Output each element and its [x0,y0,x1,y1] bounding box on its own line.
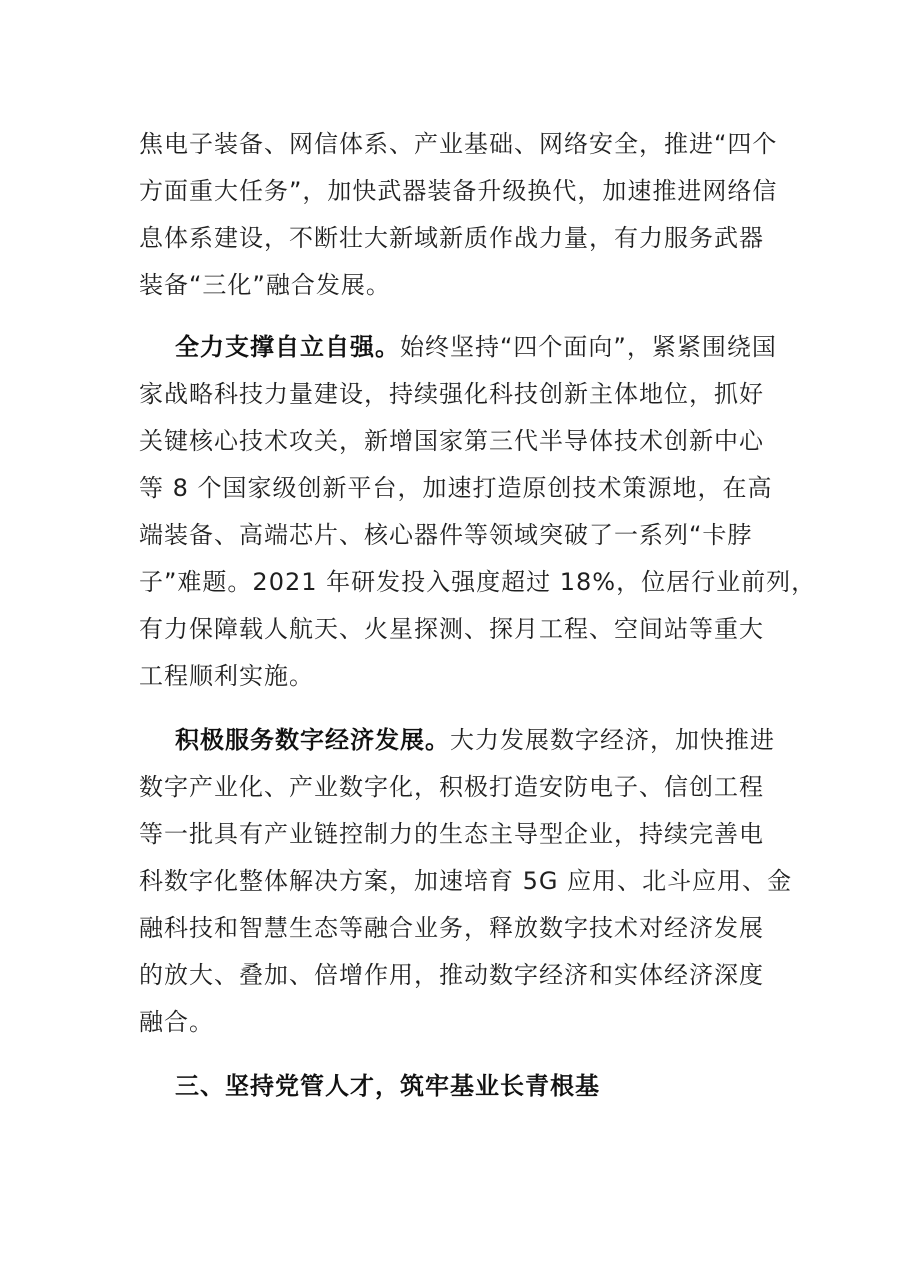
paragraph-line: 方面重大任务”，加快武器装备升级换代，加速推进网络信 [139,177,778,205]
paragraph-lead: 积极服务数字经济发展。 [175,726,450,754]
paragraph-line: 息体系建设，不断壮大新域新质作战力量，有力服务武器 [139,224,764,252]
paragraph-line: 等 8 个国家级创新平台，加速打造原创技术策源地，在高 [139,474,773,502]
paragraph-line: 融科技和智慧生态等融合业务，释放数字技术对经济发展 [139,914,764,942]
paragraph-line: 融合。 [139,1008,214,1036]
paragraph-line: 工程顺利实施。 [139,662,314,690]
paragraph-line: 有力保障载人航天、火星探测、探月工程、空间站等重大 [139,615,764,643]
paragraph-line: 子”难题。2021 年研发投入强度超过 18%，位居行业前列， [139,568,817,596]
section-heading: 三、坚持党管人才，筑牢基业长青根基 [175,1072,600,1100]
paragraph-text: 始终坚持“四个面向”，紧紧围绕国 [400,333,777,361]
paragraph-line: 家战略科技力量建设，持续强化科技创新主体地位，抓好 [139,380,764,408]
paragraph-line: 等一批具有产业链控制力的生态主导型企业，持续完善电 [139,820,764,848]
paragraph-line: 端装备、高端芯片、核心器件等领域突破了一系列“卡脖 [139,521,753,549]
paragraph-line: 焦电子装备、网信体系、产业基础、网络安全，推进“四个 [139,130,778,158]
paragraph-line: 装备“三化”融合发展。 [139,271,391,299]
paragraph-line: 的放大、叠加、倍增作用，推动数字经济和实体经济深度 [139,961,764,989]
paragraph-text: 大力发展数字经济，加快推进 [450,726,775,754]
paragraph-lead: 全力支撑自立自强。 [175,333,400,361]
paragraph-line: 数字产业化、产业数字化，积极打造安防电子、信创工程 [139,773,764,801]
paragraph-line: 科数字化整体解决方案，加速培育 5G 应用、北斗应用、金 [139,867,793,895]
paragraph-first-line [175,720,815,760]
paragraph-first-line [175,327,815,367]
paragraph-line: 关键核心技术攻关，新增国家第三代半导体技术创新中心 [139,427,764,455]
